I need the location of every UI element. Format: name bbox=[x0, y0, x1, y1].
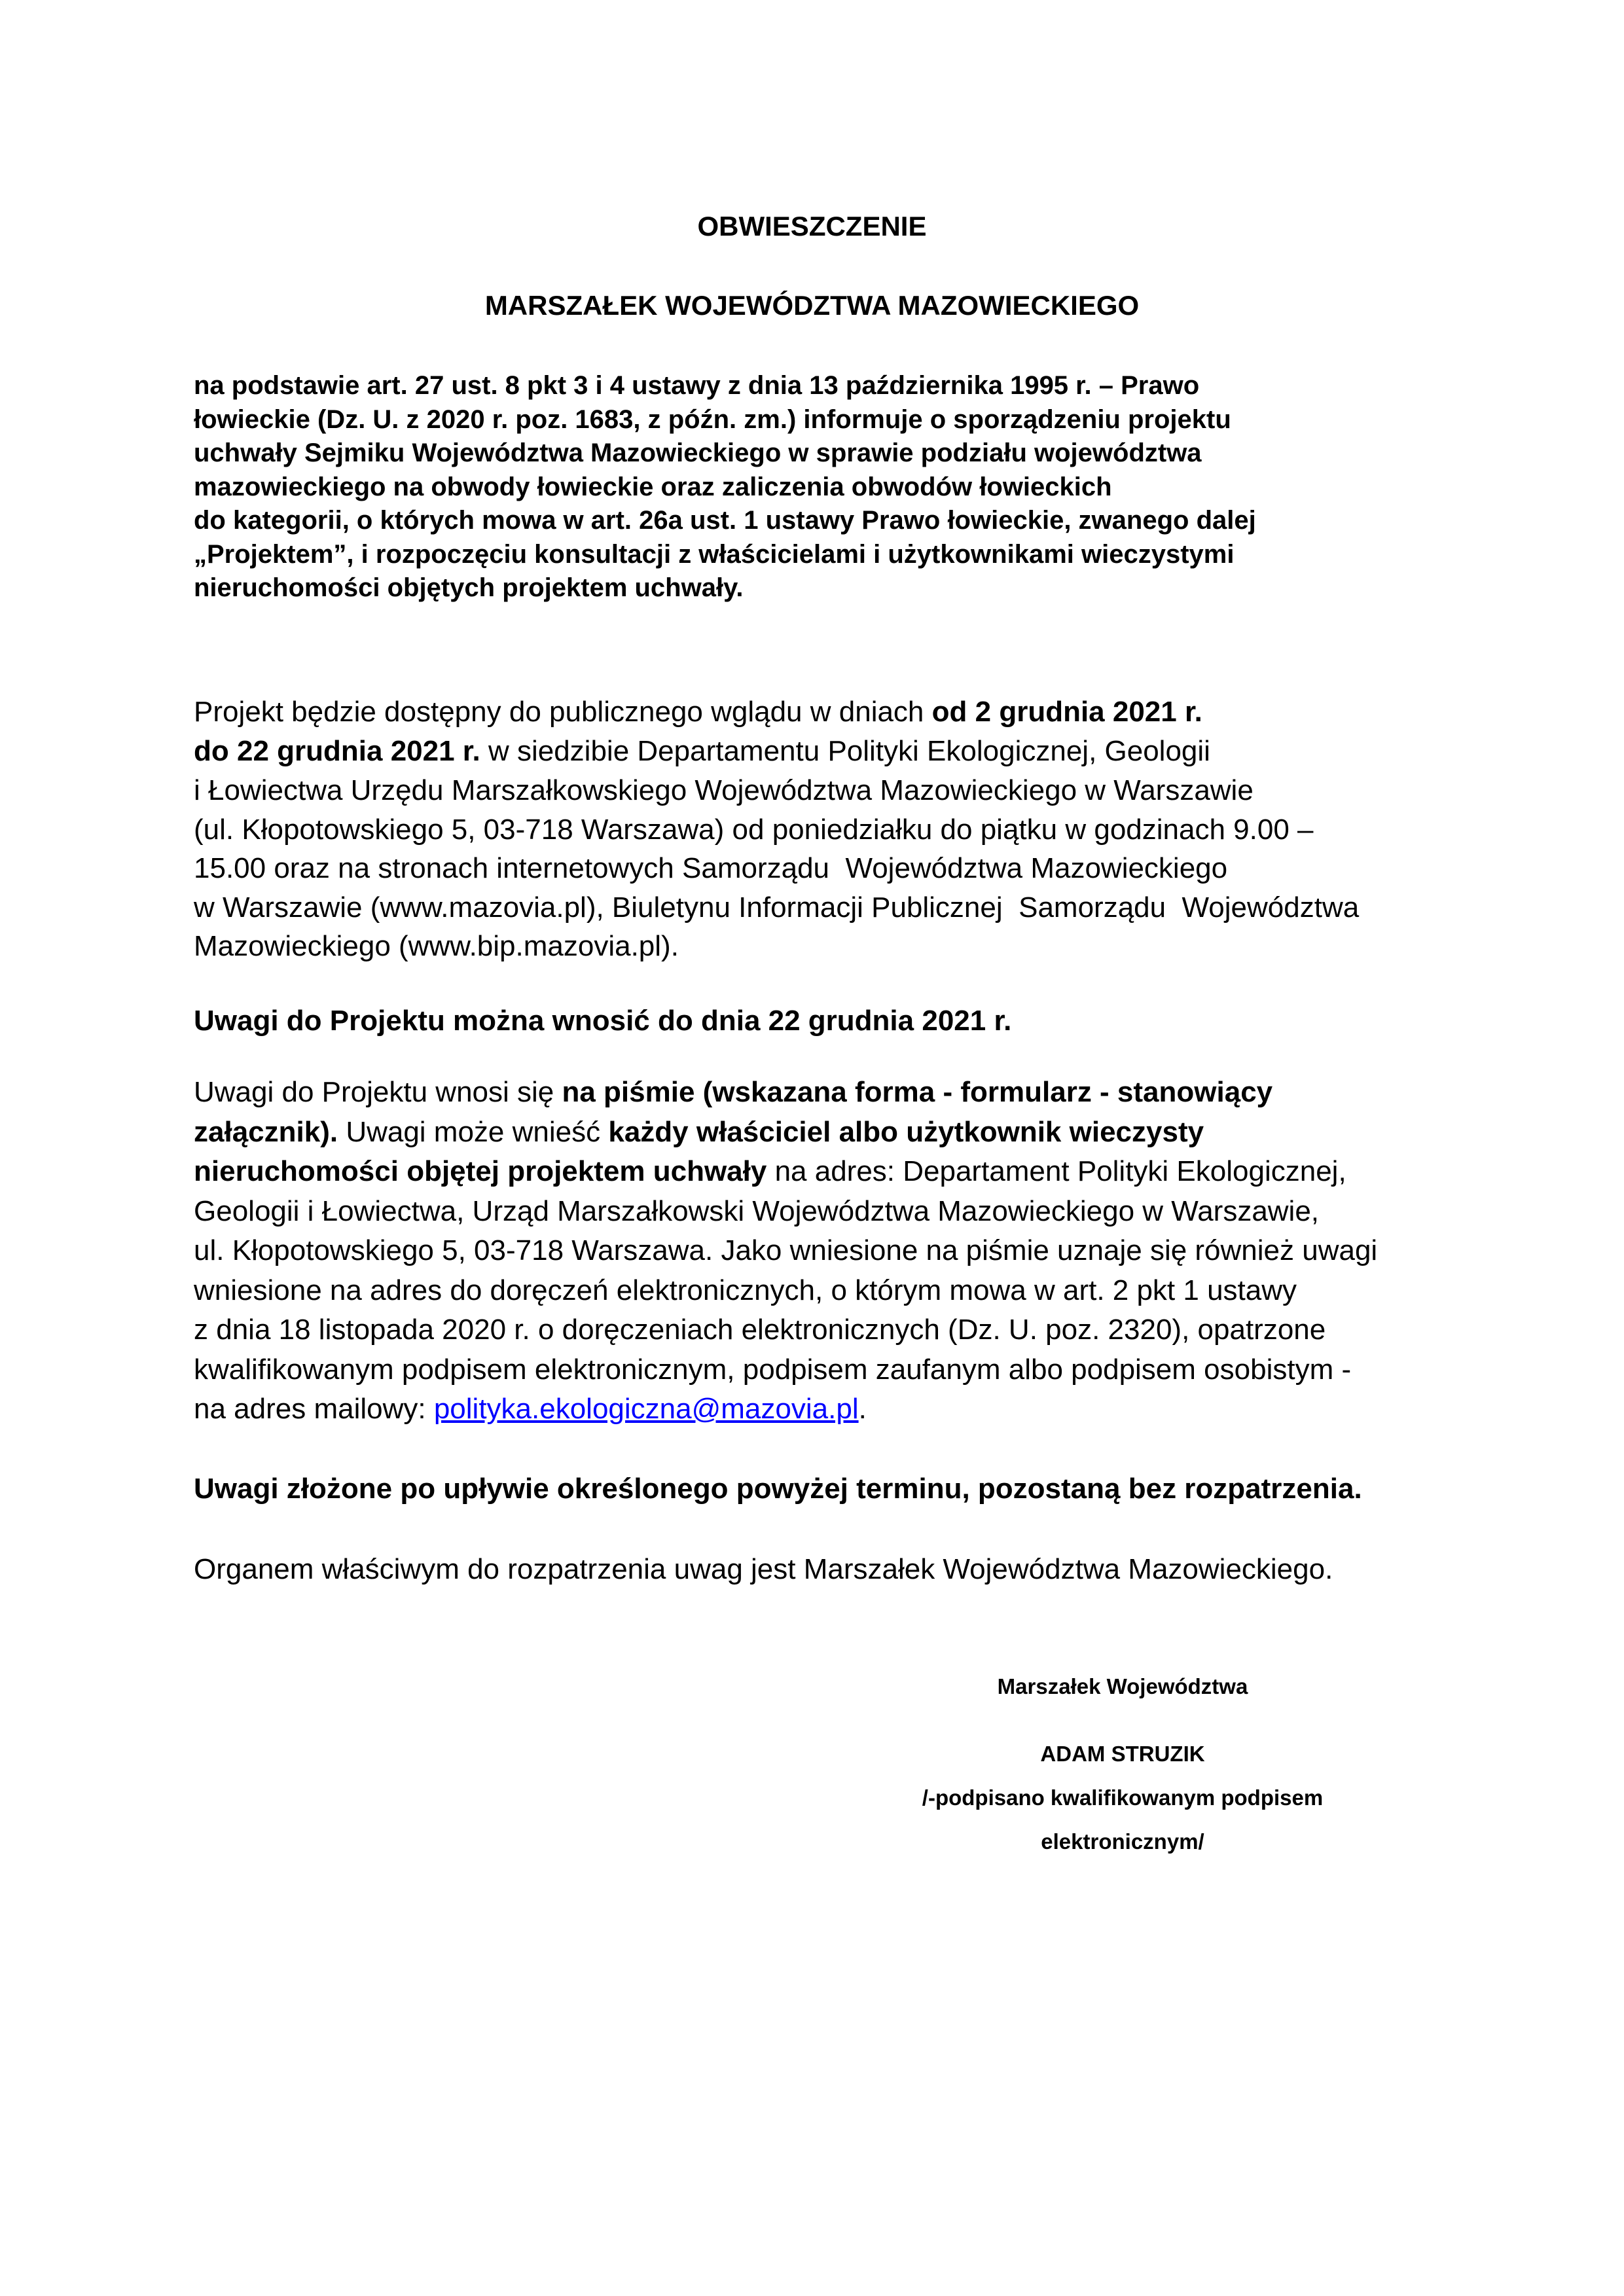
availability-line: (ul. Kłopotowskiego 5, 03-718 Warszawa) od poniedziałku do piątku w godzinach 9.00 – bbox=[194, 814, 1314, 846]
availability-line: w Warszawie (www.mazovia.pl), Biuletynu Informacji Publicznej Samorządu Województwa bbox=[194, 891, 1360, 924]
text-fragment: Uwagi do Projektu wnosi się bbox=[194, 1076, 562, 1108]
intro-line: „Projektem”, i rozpoczęciu konsultacji z właścicielami i użytkownikami wieczystymi bbox=[194, 540, 1235, 569]
document-subtitle: MARSZAŁEK WOJEWÓDZTWA MAZOWIECKIEGO bbox=[484, 290, 1140, 321]
text-fragment: w siedzibie Departamentu Polityki Ekologicznej, Geologii bbox=[480, 735, 1210, 767]
text-fragment-bold: na piśmie (wskazana forma - formularz - stanowiący bbox=[562, 1076, 1273, 1108]
text-fragment: na adres mailowy: bbox=[194, 1393, 434, 1425]
availability-line: 15.00 oraz na stronach internetowych Samorządu Województwa Mazowieckiego bbox=[194, 852, 1228, 884]
submission-line bbox=[194, 1395, 867, 1424]
signature-role: Marszałek Województwa bbox=[997, 1674, 1248, 1698]
text-fragment: Uwagi może wnieść bbox=[338, 1116, 609, 1148]
availability-line: Mazowieckiego (www.bip.mazovia.pl). bbox=[194, 930, 679, 962]
availability-line: i Łowiectwa Urzędu Marszałkowskiego Województwa Mazowieckiego w Warszawie bbox=[194, 774, 1254, 806]
intro-line: do kategorii, o których mowa w art. 26a ust. 1 ustawy Prawo łowieckie, zwanego dalej bbox=[194, 506, 1256, 535]
submission-line bbox=[194, 1078, 1272, 1107]
intro-line: łowieckie (Dz. U. z 2020 r. poz. 1683, z późn. zm.) informuje o sporządzeniu projektu bbox=[194, 405, 1231, 434]
deadline-notice: Uwagi do Projektu można wnosić do dnia 22 grudnia 2021 r. bbox=[194, 1005, 1012, 1037]
intro-line: mazowieckiego na obwody łowieckie oraz zaliczenia obwodów łowieckich bbox=[194, 473, 1112, 501]
submission-line: z dnia 18 listopada 2020 r. o doręczeniach elektronicznych (Dz. U. poz. 2320), opatrzone bbox=[194, 1314, 1326, 1346]
availability-line bbox=[194, 737, 1210, 766]
submission-line bbox=[194, 1118, 1204, 1147]
document-title: OBWIESZCZENIE bbox=[697, 211, 927, 242]
submission-line: Geologii i Łowiectwa, Urząd Marszałkowski Województwa Mazowieckiego w Warszawie, bbox=[194, 1195, 1320, 1227]
text-fragment-bold: każdy właściciel albo użytkownik wieczysty bbox=[608, 1116, 1204, 1148]
date-to: do 22 grudnia 2021 r. bbox=[194, 735, 480, 767]
submission-line: wniesione na adres do doręczeń elektronicznych, o którym mowa w art. 2 pkt 1 ustawy bbox=[194, 1274, 1297, 1306]
late-submission-notice: Uwagi złożone po upływie określonego powyżej terminu, pozostaną bez rozpatrzenia. bbox=[194, 1473, 1362, 1505]
authority-statement: Organem właściwym do rozpatrzenia uwag jest Marszałek Województwa Mazowieckiego. bbox=[194, 1553, 1333, 1585]
submission-line: ul. Kłopotowskiego 5, 03-718 Warszawa. Jako wniesione na piśmie uznaje się również uwagi bbox=[194, 1234, 1378, 1266]
text-fragment: Projekt będzie dostępny do publicznego wglądu w dniach bbox=[194, 696, 932, 728]
signature-note: /-podpisano kwalifikowanym podpisem bbox=[922, 1785, 1324, 1810]
signature-note: elektronicznym/ bbox=[1041, 1829, 1204, 1854]
date-from: od 2 grudnia 2021 r. bbox=[931, 696, 1202, 728]
submission-line: kwalifikowanym podpisem elektronicznym, podpisem zaufanym albo podpisem osobistym - bbox=[194, 1354, 1352, 1386]
intro-line: nieruchomości objętych projektem uchwały. bbox=[194, 573, 744, 602]
availability-line bbox=[194, 698, 1202, 726]
intro-line: uchwały Sejmiku Województwa Mazowieckiego w sprawie podziału województwa bbox=[194, 439, 1202, 467]
email-link[interactable]: polityka.ekologiczna@mazovia.pl bbox=[433, 1393, 859, 1425]
text-fragment-bold: załącznik). bbox=[194, 1116, 338, 1148]
intro-line: na podstawie art. 27 ust. 8 pkt 3 i 4 ustawy z dnia 13 października 1995 r. – Prawo bbox=[194, 371, 1200, 400]
text-fragment: na adres: Departament Polityki Ekologicznej, bbox=[767, 1155, 1346, 1187]
text-fragment-bold: nieruchomości objętej projektem uchwały bbox=[194, 1155, 767, 1187]
text-fragment: . bbox=[858, 1393, 867, 1425]
signature-name: ADAM STRUZIK bbox=[1040, 1742, 1205, 1766]
submission-line bbox=[194, 1157, 1346, 1186]
